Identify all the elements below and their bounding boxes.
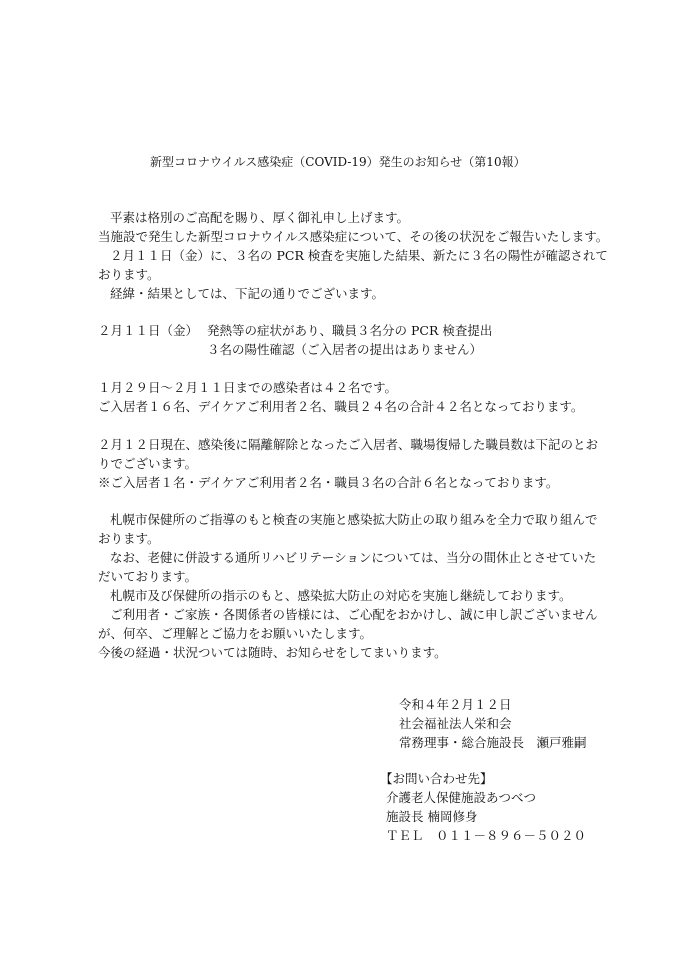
recovery-line-1: ２月１２日現在、感染後に隔離解除となったご入居者、職場復帰した職員数は下記のとお <box>98 437 599 452</box>
notice-title: 新型コロナウイルス感染症（COVID-19）発生のお知らせ（第10報） <box>150 155 526 169</box>
contact-facility: 介護老人保健施設あつべつ <box>386 790 537 805</box>
closing-line-6: ご利用者・ご家族・各関係者の皆様には、ご心配をおかけし、誠に申し訳ございません <box>110 607 598 622</box>
closing-line-5: 札幌市及び保健所の指示のもと、感染拡大防止の対応を実施し継続しております。 <box>110 588 572 603</box>
contact-director: 施設長 楠岡修身 <box>386 809 478 824</box>
signature-signer: 常務理事・総合施設長 瀬戸雅嗣 <box>399 735 587 750</box>
intro-line-5: 経緯・結果としては、下記の通りでございます。 <box>110 286 385 301</box>
closing-line-1: 札幌市保健所のご指導のもと検査の実施と感染拡大防止の取り組みを全力で取り組んで <box>110 512 598 527</box>
timeline-line-2: ３名の陽性確認（ご入居者の提出はありません） <box>207 342 483 357</box>
timeline-line-1: 発熱等の症状があり、職員３名分の PCR 検査提出 <box>207 323 493 338</box>
intro-line-2: 当施設で発生した新型コロナウイルス感染症について、その後の状況をご報告いたします。 <box>98 229 609 244</box>
totals-line-2: ご入居者１６名、デイケアご利用者２名、職員２４名の合計４２名となっております。 <box>98 399 584 414</box>
signature-org: 社会福祉法人栄和会 <box>399 716 512 731</box>
closing-line-2: おります。 <box>98 531 160 546</box>
signature-date: 令和４年２月１２日 <box>399 697 512 712</box>
closing-line-8: 今後の経過・状況ついては随時、お知らせをしてまいります。 <box>98 645 447 660</box>
contact-heading: 【お問い合わせ先】 <box>380 771 493 786</box>
intro-line-1: 平素は格別のご高配を賜り、厚く御礼申し上げます。 <box>110 210 410 225</box>
totals-line-1: １月２９日～２月１１日までの感染者は４２名です。 <box>98 380 398 395</box>
recovery-line-3: ※ご入居者１名・デイケアご利用者２名・職員３名の合計６名となっております。 <box>98 475 559 490</box>
contact-tel: ＴＥＬ ０１１－８９６－５０２０ <box>386 828 587 843</box>
closing-line-4: だいております。 <box>98 569 198 584</box>
intro-line-3: ２月１１日（金）に、３名の PCR 検査を実施した結果、新たに３名の陽性が確認されて <box>110 248 608 263</box>
closing-line-7: が、何卒、ご理解とご協力をお願いいたします。 <box>98 626 373 641</box>
closing-line-3: なお、老健に併設する通所リハビリテーションについては、当分の間休止とさせていた <box>110 550 597 565</box>
intro-line-4: おります。 <box>98 267 160 282</box>
timeline-date: ２月１１日（金） <box>98 323 199 338</box>
recovery-line-2: りでございます。 <box>98 456 198 471</box>
